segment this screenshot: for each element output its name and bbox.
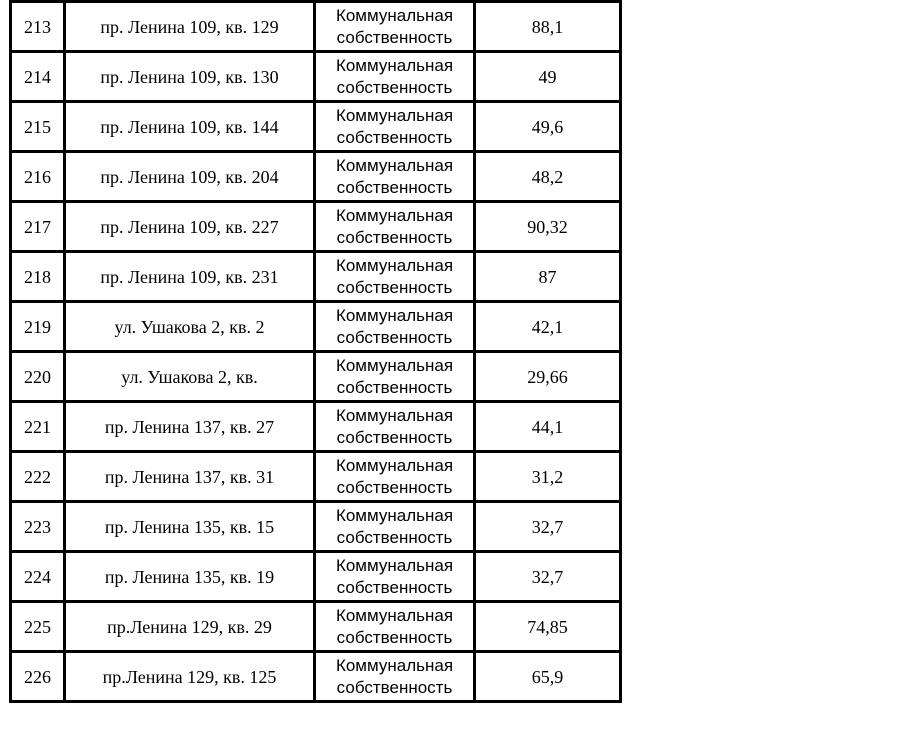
address-cell: ул. Ушакова 2, кв. — [65, 352, 315, 402]
table-row — [11, 602, 621, 652]
address-cell: пр. Ленина 135, кв. 19 — [65, 552, 315, 602]
row-number-cell: 219 — [11, 302, 65, 352]
table-row — [11, 402, 621, 452]
area-cell: 42,1 — [475, 302, 621, 352]
row-number-cell: 225 — [11, 602, 65, 652]
row-number-cell: 216 — [11, 152, 65, 202]
row-number-cell: 215 — [11, 102, 65, 152]
ownership-cell: Коммунальная собственность — [315, 502, 475, 552]
ownership-cell: Коммунальная собственность — [315, 302, 475, 352]
area-cell: 49,6 — [475, 102, 621, 152]
property-table-body — [11, 2, 621, 702]
property-table — [9, 0, 622, 703]
table-row — [11, 202, 621, 252]
ownership-cell: Коммунальная собственность — [315, 52, 475, 102]
area-cell: 31,2 — [475, 452, 621, 502]
row-number-cell: 217 — [11, 202, 65, 252]
ownership-cell: Коммунальная собственность — [315, 352, 475, 402]
area-cell: 48,2 — [475, 152, 621, 202]
address-cell: пр. Ленина 109, кв. 204 — [65, 152, 315, 202]
ownership-cell: Коммунальная собственность — [315, 602, 475, 652]
row-number-cell: 214 — [11, 52, 65, 102]
row-number-cell: 226 — [11, 652, 65, 702]
table-row — [11, 2, 621, 52]
address-cell: пр.Ленина 129, кв. 29 — [65, 602, 315, 652]
area-cell: 44,1 — [475, 402, 621, 452]
row-number-cell: 218 — [11, 252, 65, 302]
table-row — [11, 352, 621, 402]
address-cell: ул. Ушакова 2, кв. 2 — [65, 302, 315, 352]
area-cell: 32,7 — [475, 502, 621, 552]
row-number-cell: 223 — [11, 502, 65, 552]
area-cell: 87 — [475, 252, 621, 302]
table-row — [11, 452, 621, 502]
table-row — [11, 102, 621, 152]
row-number-cell: 222 — [11, 452, 65, 502]
table-row — [11, 252, 621, 302]
area-cell: 88,1 — [475, 2, 621, 52]
address-cell: пр. Ленина 109, кв. 130 — [65, 52, 315, 102]
ownership-cell: Коммунальная собственность — [315, 152, 475, 202]
row-number-cell: 213 — [11, 2, 65, 52]
area-cell: 49 — [475, 52, 621, 102]
table-row — [11, 152, 621, 202]
ownership-cell: Коммунальная собственность — [315, 402, 475, 452]
ownership-cell: Коммунальная собственность — [315, 552, 475, 602]
address-cell: пр. Ленина 109, кв. 231 — [65, 252, 315, 302]
row-number-cell: 224 — [11, 552, 65, 602]
address-cell: пр. Ленина 109, кв. 129 — [65, 2, 315, 52]
table-row — [11, 552, 621, 602]
ownership-cell: Коммунальная собственность — [315, 252, 475, 302]
address-cell: пр. Ленина 109, кв. 144 — [65, 102, 315, 152]
table-row — [11, 652, 621, 702]
ownership-cell: Коммунальная собственность — [315, 452, 475, 502]
table-row — [11, 52, 621, 102]
ownership-cell: Коммунальная собственность — [315, 652, 475, 702]
ownership-cell: Коммунальная собственность — [315, 2, 475, 52]
row-number-cell: 221 — [11, 402, 65, 452]
address-cell: пр. Ленина 109, кв. 227 — [65, 202, 315, 252]
address-cell: пр. Ленина 137, кв. 31 — [65, 452, 315, 502]
area-cell: 32,7 — [475, 552, 621, 602]
ownership-cell: Коммунальная собственность — [315, 202, 475, 252]
address-cell: пр. Ленина 137, кв. 27 — [65, 402, 315, 452]
area-cell: 90,32 — [475, 202, 621, 252]
row-number-cell: 220 — [11, 352, 65, 402]
area-cell: 29,66 — [475, 352, 621, 402]
area-cell: 65,9 — [475, 652, 621, 702]
table-row — [11, 502, 621, 552]
ownership-cell: Коммунальная собственность — [315, 102, 475, 152]
area-cell: 74,85 — [475, 602, 621, 652]
table-row — [11, 302, 621, 352]
address-cell: пр.Ленина 129, кв. 125 — [65, 652, 315, 702]
address-cell: пр. Ленина 135, кв. 15 — [65, 502, 315, 552]
